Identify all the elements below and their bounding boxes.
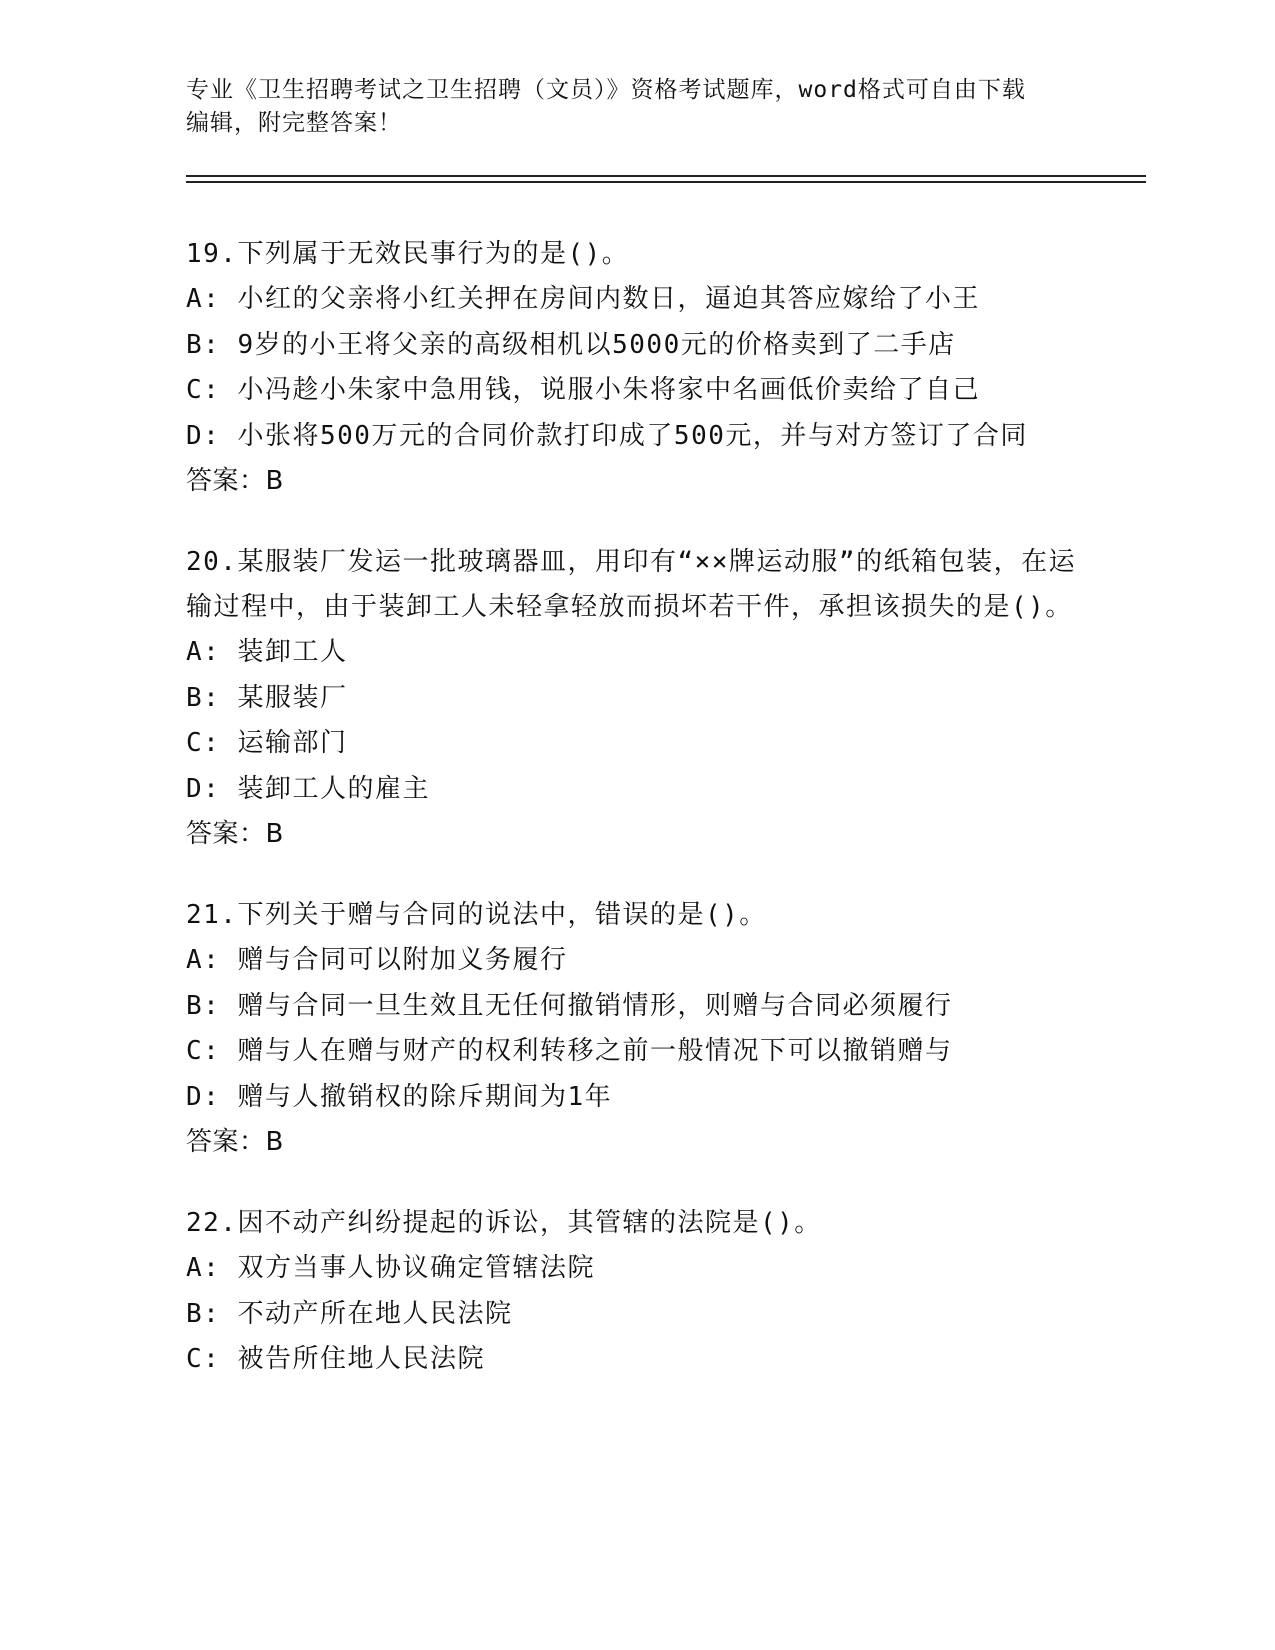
- option-a: A: 装卸工人: [186, 637, 348, 667]
- document-header: [186, 74, 1066, 140]
- header-line-1: 专业《卫生招聘考试之卫生招聘（文员）》资格考试题库，word格式可自由下载: [186, 77, 1026, 103]
- question-20: [186, 540, 1086, 857]
- header-divider-top: [186, 175, 1146, 177]
- option-d: D: 赠与人撤销权的除斥期间为1年: [186, 1081, 613, 1112]
- answer: 答案：B: [186, 1127, 284, 1157]
- option-d: D: 小张将500万元的合同价款打印成了500元，并与对方签订了合同: [186, 420, 1028, 451]
- question-stem: 22.因不动产纠纷提起的诉讼，其管辖的法院是()。: [186, 1208, 822, 1238]
- option-c: C: 小冯趁小朱家中急用钱，说服小朱将家中名画低价卖给了自己: [186, 375, 980, 405]
- option-b: B: 赠与合同一旦生效且无任何撤销情形，则赠与合同必须履行: [186, 990, 953, 1021]
- question-stem: 21.下列关于赠与合同的说法中，错误的是()。: [186, 900, 767, 930]
- option-b: B: 9岁的小王将父亲的高级相机以5000元的价格卖到了二手店: [186, 329, 956, 360]
- header-divider-bottom: [186, 181, 1146, 183]
- header-line-2: 编辑，附完整答案！: [186, 110, 402, 136]
- option-a: A: 小红的父亲将小红关押在房间内数日，逼迫其答应嫁给了小王: [186, 284, 980, 314]
- question-19: [186, 232, 1086, 504]
- option-c: C: 赠与人在赠与财产的权利转移之前一般情况下可以撤销赠与: [186, 1036, 953, 1066]
- option-b: B: 不动产所在地人民法院: [186, 1298, 513, 1329]
- answer: 答案：B: [186, 819, 284, 849]
- answer: 答案：B: [186, 466, 284, 496]
- option-c: C: 运输部门: [186, 728, 348, 758]
- question-21: [186, 893, 1086, 1165]
- question-stem: 19.下列属于无效民事行为的是()。: [186, 239, 630, 269]
- option-a: A: 赠与合同可以附加义务履行: [186, 945, 568, 975]
- option-a: A: 双方当事人协议确定管辖法院: [186, 1253, 595, 1283]
- question-22: [186, 1201, 1086, 1383]
- option-d: D: 装卸工人的雇主: [186, 773, 430, 804]
- option-c: C: 被告所住地人民法院: [186, 1344, 485, 1374]
- option-b: B: 某服装厂: [186, 682, 348, 713]
- question-stem: 20.某服装厂发运一批玻璃器皿，用印有“××牌运动服”的纸箱包装，在运输过程中，由于装卸工人未轻拿轻放而损坏若干件，承担该损失的是()。: [186, 547, 1077, 622]
- question-list: [186, 232, 1086, 1419]
